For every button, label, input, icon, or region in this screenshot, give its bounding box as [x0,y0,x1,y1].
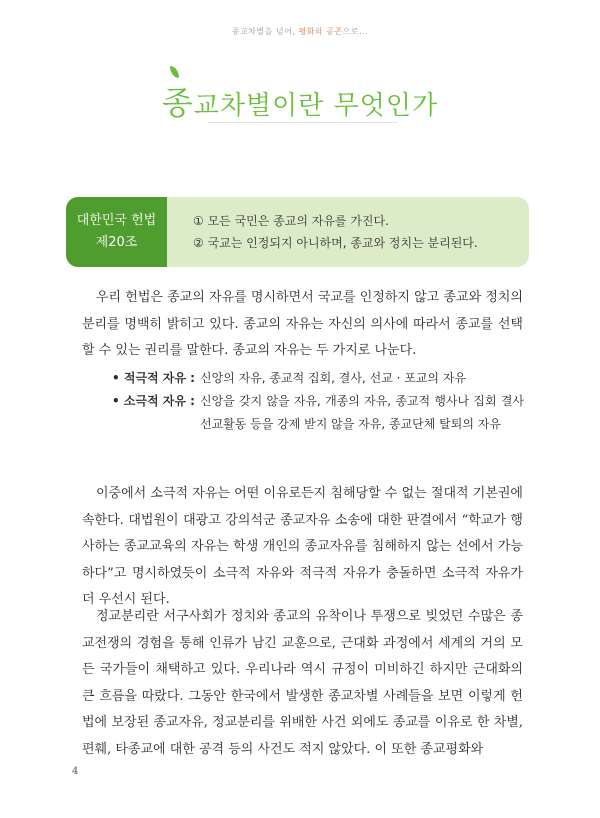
chapter-title-wrap [0,78,600,124]
constitution-item-2: ② 국교는 인정되지 아니하며, 종교와 정치는 분리된다. [193,236,478,250]
running-header-accent-coexist: 공존 [326,27,343,36]
list-item-term: • 소극적 자유 : [112,394,195,408]
page-number: 4 [72,766,79,777]
list-item-passive-freedom [112,390,524,436]
running-header-prefix: 종교차별을 넘어, [231,27,299,36]
constitution-box [66,197,529,267]
list-item-description: 신앙을 갖지 않을 자유, 개종의 자유, 종교적 행사나 집회 결사 선교활동 등을 강제 받지 않을 자유, 종교단체 탈퇴의 자유 [200,394,524,431]
leaf-icon [170,66,179,78]
chapter-title [162,78,438,124]
list-item-term: • 적극적 자유 : [112,371,195,385]
running-header-suffix: 으로... [342,27,369,36]
body-paragraph-3: 정교분리란 서구사회가 정치와 종교의 유착이나 투쟁으로 빚었던 수많은 종교전쟁의 경험을 통해 인류가 남긴 교훈으로, 근대화 과정에서 세계의 거의 모든 국가들이 채택하고 있다. 우리나라 역시 규정이 미비하긴 하지만 근대화의 큰 흐름을 따랐다. 그동안 한국에서 발생한 종교차별 사례들을 보면 이렇게 헌법에 보장된 종교자유, 정교분리를 위배한 사건 외에도 종교를 이유로 한 차별, 편훼, 타종교에 대한 공격 등의 사건도 적지 않았다. 이 또한 종교평화와 [82,609,523,757]
constitution-item-1: ① 모든 국민은 종교의 자유를 가진다. [193,214,389,228]
list-item-active-freedom [112,367,524,390]
constitution-label-line2: 제20조 [95,235,138,250]
chapter-title-first-char: 종 [161,84,194,122]
freedom-types-list [112,367,524,436]
running-header [0,26,600,37]
running-header-mid: 와 [314,27,327,36]
title-divider [208,122,398,123]
chapter-title-rest: 교차별이란 무엇인가 [193,91,439,121]
constitution-label-line1: 대한민국 헌법 [76,213,157,228]
list-item-description: 신앙의 자유, 종교적 집회, 결사, 선교 · 포교의 자유 [200,371,467,385]
body-paragraph-2: 이중에서 소극적 자유는 어떤 이유로든지 침해당할 수 없는 절대적 기본권에 속한다. 대법원이 대광고 강의석군 종교자유 소송에 대한 판결에서 “학교가 행사하는 종교교육의 자유는 학생 개인의 종교자유를 침해하지 않는 선에서 가능하다”고 명시하였듯이 소극적 자유와 적극적 자유가 충돌하면 소극적 자유가 더 우선시 된다. [82,486,523,607]
running-header-accent-peace: 평화 [298,27,315,36]
body-paragraph-1: 우리 헌법은 종교의 자유를 명시하면서 국교를 인정하지 않고 종교와 정치의 분리를 명백히 밝히고 있다. 종교의 자유는 자신의 의사에 따라서 종교를 선택할 수 있는 권리를 말한다. 종교의 자유는 두 가지로 나눈다. [82,290,523,358]
constitution-content [167,197,529,267]
constitution-label [66,197,167,267]
